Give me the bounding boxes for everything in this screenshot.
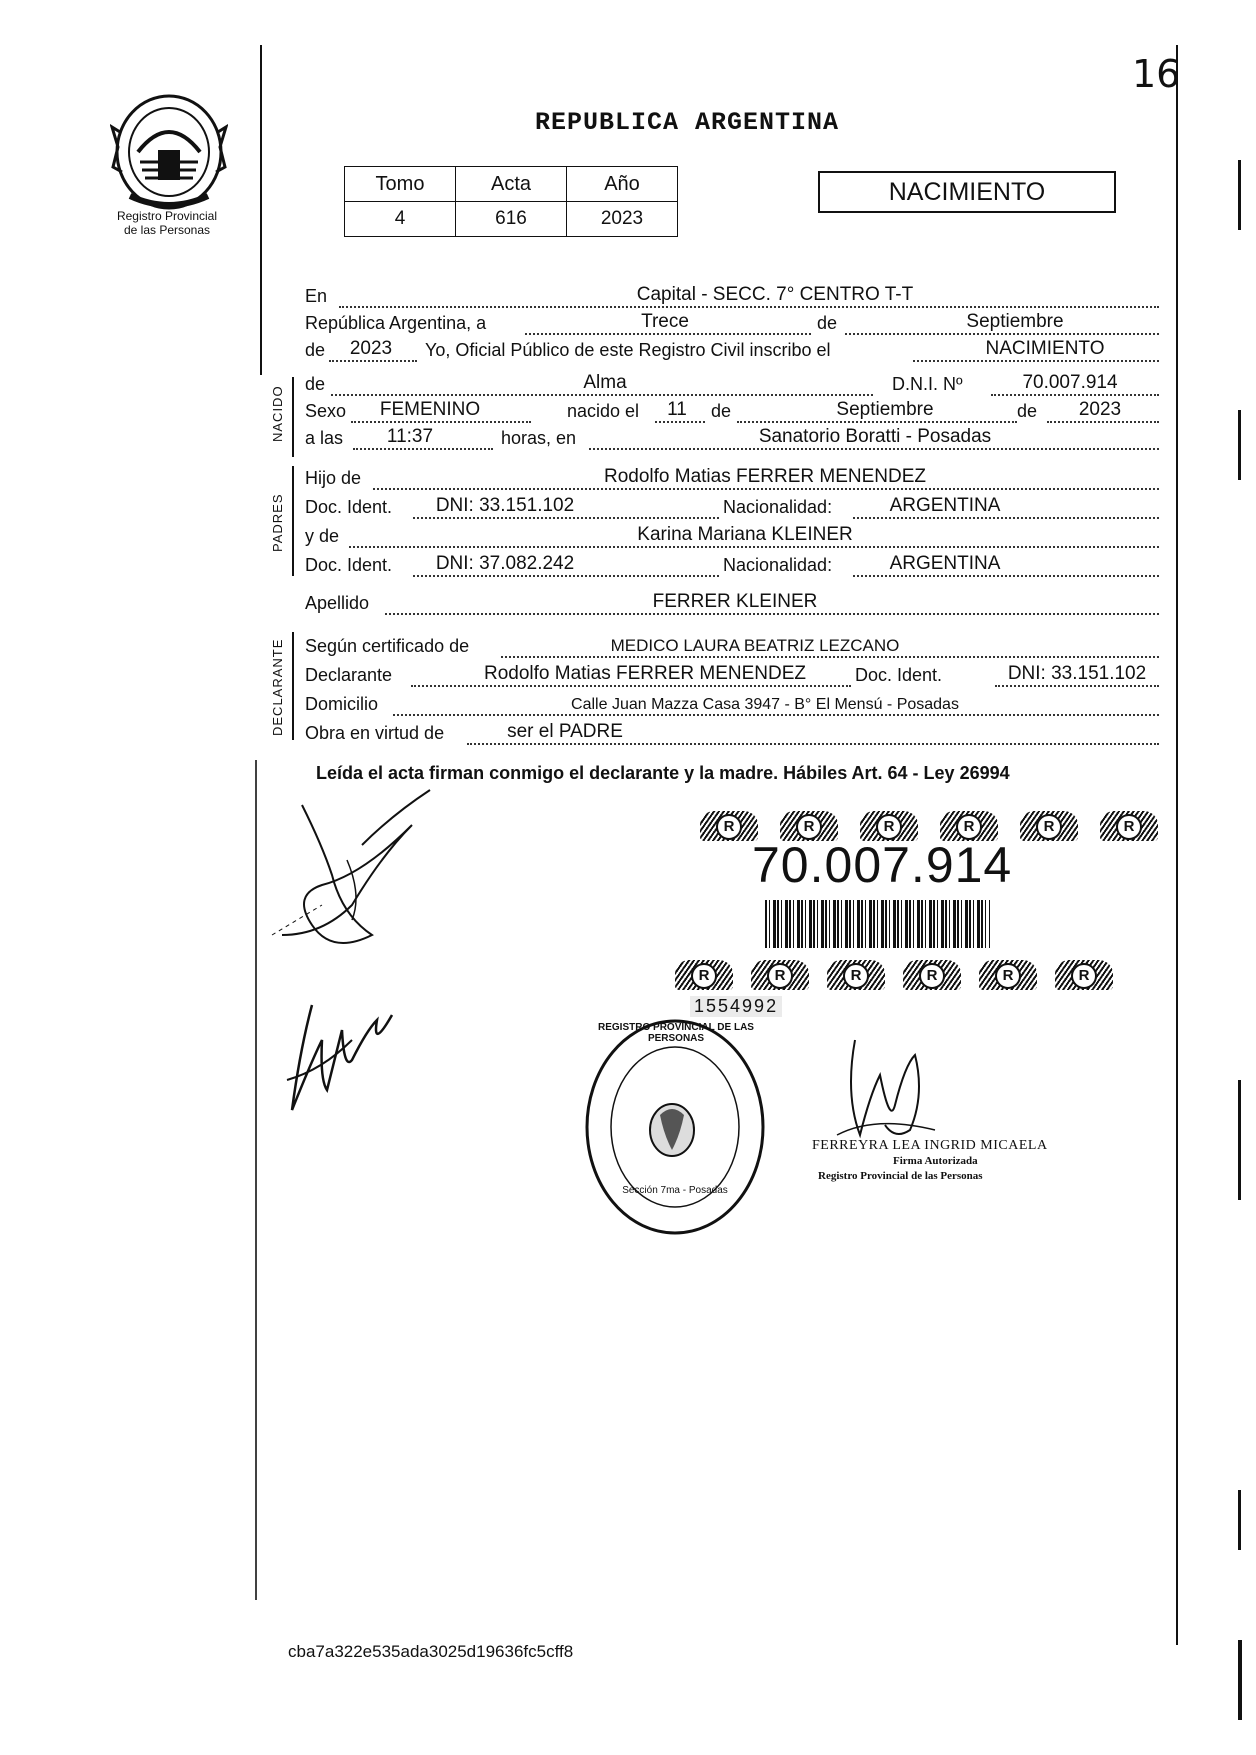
value-anio: 2023 [349,338,393,359]
label-a-las: a las [305,428,344,448]
r-badge: R [860,811,918,841]
label-sexo: Sexo [305,401,347,421]
r-badge: R [751,960,809,990]
value-tipo-inscripcion: NACIMIENTO [985,338,1105,359]
value-madre-doc: DNI: 37.082.242 [435,553,575,574]
left-margin-line-lower [255,760,257,1600]
seal-number: 1554992 [690,996,782,1017]
r-badge: R [1100,811,1158,841]
label-declarante: Declarante [305,665,393,685]
seal-text: REGISTRO PROVINCIAL DE LAS PERSONAS [598,1022,754,1044]
label-horas-en: horas, en [501,428,577,448]
r-badge: R [700,811,758,841]
label-de-mes: de [711,401,732,421]
label-padre-nacionalidad: Nacionalidad: [723,497,833,517]
r-badge: R [675,960,733,990]
value-dni: 70.007.914 [1022,372,1118,393]
value-obra: ser el PADRE [507,721,623,742]
value-padre-nacionalidad: ARGENTINA [889,495,1001,516]
right-edge-mark [1238,1490,1241,1550]
value-madre-nacionalidad: ARGENTINA [889,553,1001,574]
registry-value-acta: 616 [456,202,567,237]
left-margin-line [260,45,262,375]
document-type-box: NACIMIENTO [818,171,1116,213]
row-nacido-sexo [305,399,1165,425]
label-de-anio: de [1017,401,1038,421]
row-hijo-de [305,466,1165,492]
label-inscribo: Yo, Oficial Público de este Registro Civil inscribo el [425,340,831,360]
label-de: de [817,313,838,333]
value-hora: 11:37 [386,426,434,447]
registry-header-tomo: Tomo [345,167,456,202]
label-y-de: y de [305,526,340,546]
label-hijo-de: Hijo de [305,468,362,488]
province-seal-logo [110,92,228,212]
label-obra: Obra en virtud de [305,723,445,743]
seal-inner-text: Sección 7ma - Posadas [622,1185,728,1196]
right-edge-mark [1238,410,1241,480]
r-badge: R [940,811,998,841]
right-margin-line [1176,45,1178,1645]
stamped-dni-number: 70.007.914 [752,837,1013,893]
closing-statement: Leída el acta firman conmigo el declarante y la madre. Hábiles Art. 64 - Ley 26994 [316,763,1010,783]
label-en: En [305,286,328,306]
label-madre-nacionalidad: Nacionalidad: [723,555,833,575]
page-number: 16 [1132,52,1181,96]
value-padre-doc: DNI: 33.151.102 [435,495,575,516]
value-lugar: Sanatorio Boratti - Posadas [758,426,992,447]
r-badge: R [780,811,838,841]
label-madre-doc: Doc. Ident. [305,555,393,575]
r-badge: R [903,960,961,990]
official-office: Registro Provincial de las Personas [818,1170,983,1182]
label-nacido-el: nacido el [567,401,640,421]
value-mes: Septiembre [966,311,1064,332]
r-badge: R [1020,811,1078,841]
row-padre-doc [305,495,1165,521]
row-nacido-nombre [305,372,1165,398]
mother-signature [282,1000,402,1115]
row-nacido-hora [305,426,1165,452]
row-obra [305,721,1165,747]
row-domicilio [305,692,1165,718]
registry-header-acta: Acta [456,167,567,202]
value-dia-letras: Trece [641,311,689,332]
row-republica [305,311,1165,337]
value-declarante: Rodolfo Matias FERRER MENENDEZ [483,663,807,684]
label-dni: D.N.I. Nº [892,374,963,394]
label-republica: República Argentina, a [305,313,487,333]
section-label-declarante: DECLARANTE [270,638,285,736]
logo-caption-line2: de las Personas [123,223,211,237]
section-bar-declarante [292,632,294,740]
value-anio-nac: 2023 [1078,399,1122,420]
value-declarante-doc: DNI: 33.151.102 [1007,663,1147,684]
section-label-nacido: NACIDO [270,385,285,442]
value-nombre: Alma [583,372,627,393]
label-de2: de [305,340,326,360]
footer-hash: cba7a322e535ada3025d19636fc5cff8 [288,1642,574,1661]
label-domicilio: Domicilio [305,694,379,714]
label-padre-doc: Doc. Ident. [305,497,393,517]
r-badge: R [1055,960,1113,990]
label-apellido: Apellido [305,593,370,613]
row-en [305,284,1165,310]
row-certificado [305,634,1165,660]
row-inscribo [305,338,1165,364]
row-y-de [305,524,1165,550]
right-edge-mark [1238,1640,1242,1720]
right-edge-mark [1238,1080,1241,1200]
section-bar-padres [292,466,294,576]
registry-table [344,166,678,237]
value-en: Capital - SECC. 7° CENTRO T-T [636,284,914,305]
r-badge: R [827,960,885,990]
value-sexo: FEMENINO [379,399,481,420]
official-title: Firma Autorizada [893,1155,978,1167]
row-madre-doc [305,553,1165,579]
declarant-signature [262,785,452,970]
value-mes-nac: Septiembre [836,399,934,420]
document-title: REPUBLICA ARGENTINA [535,108,840,137]
value-padre: Rodolfo Matias FERRER MENENDEZ [603,466,927,487]
value-certificado: MEDICO LAURA BEATRIZ LEZCANO [610,636,900,655]
official-name: FERREYRA LEA INGRID MICAELA [812,1138,1048,1153]
security-badges-bottom [675,960,1113,990]
label-certificado: Según certificado de [305,636,470,656]
logo-caption-line1: Registro Provincial [116,209,218,223]
row-apellido [305,591,1165,617]
value-domicilio: Calle Juan Mazza Casa 3947 - B° El Mensú - Posadas [571,696,959,713]
registry-value-tomo: 4 [345,202,456,237]
value-dia: 11 [667,399,687,420]
official-signature [835,1035,940,1145]
label-de-nombre: de [305,374,326,394]
registry-official-seal [580,1015,770,1240]
barcode [765,900,990,948]
row-declarante [305,663,1165,689]
logo-caption [92,209,242,237]
right-edge-mark [1238,160,1241,230]
registry-header-anio: Año [567,167,678,202]
value-madre: Karina Mariana KLEINER [637,524,853,545]
label-declarante-doc: Doc. Ident. [855,665,943,685]
r-badge: R [979,960,1037,990]
registry-value-anio: 2023 [567,202,678,237]
value-apellido: FERRER KLEINER [652,591,818,612]
section-bar-nacido [292,377,294,457]
section-label-padres: PADRES [270,493,285,552]
